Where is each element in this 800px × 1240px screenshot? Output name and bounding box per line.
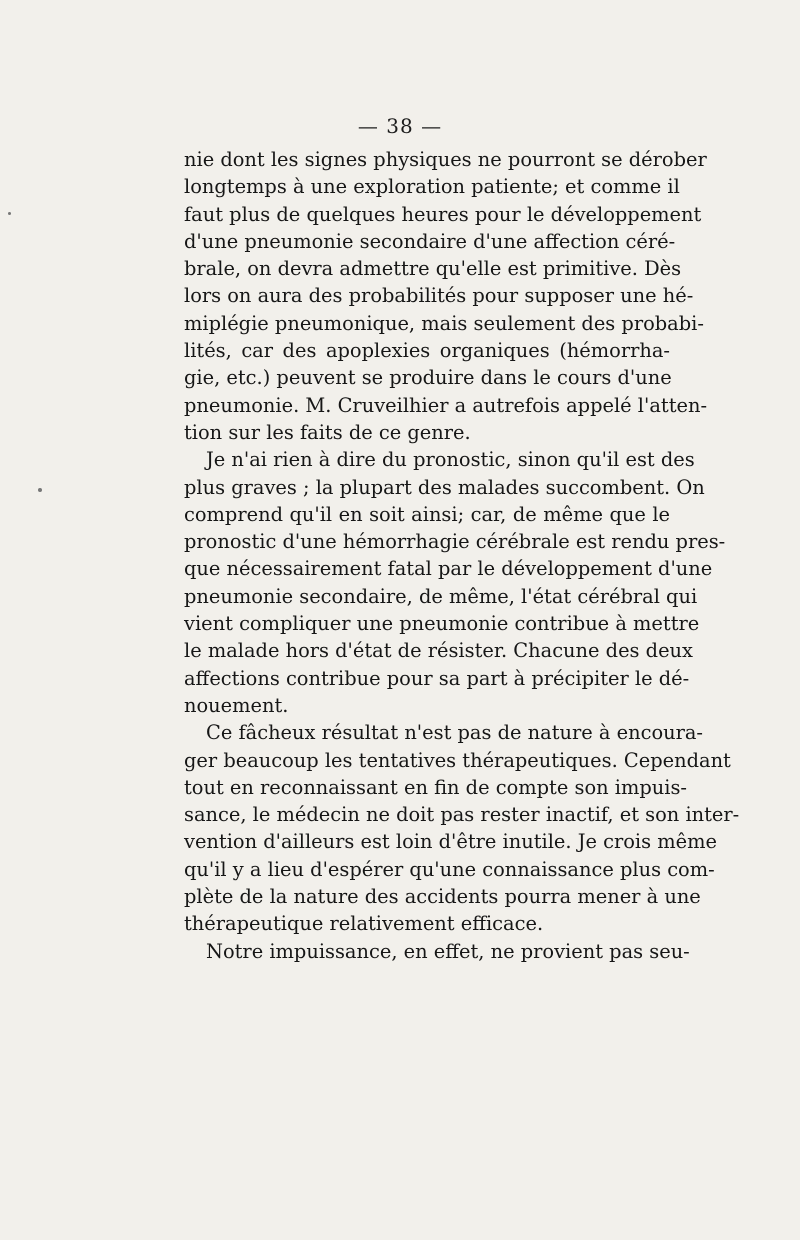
page-number: — 38 — xyxy=(357,114,443,138)
text-line: nouement. xyxy=(184,693,289,717)
text-line: thérapeutique relativement efficace. xyxy=(184,912,544,936)
paper-speck xyxy=(38,488,42,492)
text-line: lités, car des apoplexies organiques (hémorrha- xyxy=(184,339,670,363)
text-line: tout en reconnaissant en fin de compte son impuis- xyxy=(184,775,687,799)
text-line: le malade hors d'état de résister. Chacune des deux xyxy=(184,639,693,663)
text-line: Notre impuissance, en effet, ne provient pas seu- xyxy=(206,939,690,963)
body-text xyxy=(184,146,740,965)
text-line: que nécessairement fatal par le développement d'une xyxy=(184,557,713,581)
text-line: faut plus de quelques heures pour le développement xyxy=(184,202,702,226)
text-line: pneumonie. M. Cruveilhier a autrefois appelé l'atten- xyxy=(184,393,707,417)
text-line: vient compliquer une pneumonie contribue à mettre xyxy=(184,612,700,636)
text-line: pronostic d'une hémorrhagie cérébrale est rendu pres- xyxy=(184,530,726,554)
text-line: Je n'ai rien à dire du pronostic, sinon qu'il est des xyxy=(206,448,695,472)
text-line: miplégie pneumonique, mais seulement des probabi- xyxy=(184,311,704,335)
text-line: longtemps à une exploration patiente; et comme il xyxy=(184,175,680,199)
text-line: d'une pneumonie secondaire d'une affection céré- xyxy=(184,229,676,253)
text-line: brale, on devra admettre qu'elle est primitive. Dès xyxy=(184,257,682,281)
text-line: tion sur les faits de ce genre. xyxy=(184,420,471,444)
text-line: nie dont les signes physiques ne pourront se dérober xyxy=(184,148,707,171)
text-line: plus graves ; la plupart des malades succombent. On xyxy=(184,475,705,499)
paper-speck xyxy=(8,212,11,215)
text-line: Ce fâcheux résultat n'est pas de nature à encoura- xyxy=(206,721,703,745)
text-line: affections contribue pour sa part à précipiter le dé- xyxy=(184,666,690,690)
text-line: lors on aura des probabilités pour supposer une hé- xyxy=(184,284,694,308)
text-line: plète de la nature des accidents pourra mener à une xyxy=(184,885,701,909)
text-line: ger beaucoup les tentatives thérapeutiques. Cependant xyxy=(184,748,731,772)
text-line: pneumonie secondaire, de même, l'état cérébral qui xyxy=(184,584,698,608)
text-line: comprend qu'il en soit ainsi; car, de même que le xyxy=(184,502,670,526)
text-line: gie, etc.) peuvent se produire dans le cours d'une xyxy=(184,366,672,390)
text-line: vention d'ailleurs est loin d'être inutile. Je crois même xyxy=(184,830,717,854)
text-line: qu'il y a lieu d'espérer qu'une connaissance plus com- xyxy=(184,857,715,881)
text-line: sance, le médecin ne doit pas rester inactif, et son inter- xyxy=(184,803,740,827)
